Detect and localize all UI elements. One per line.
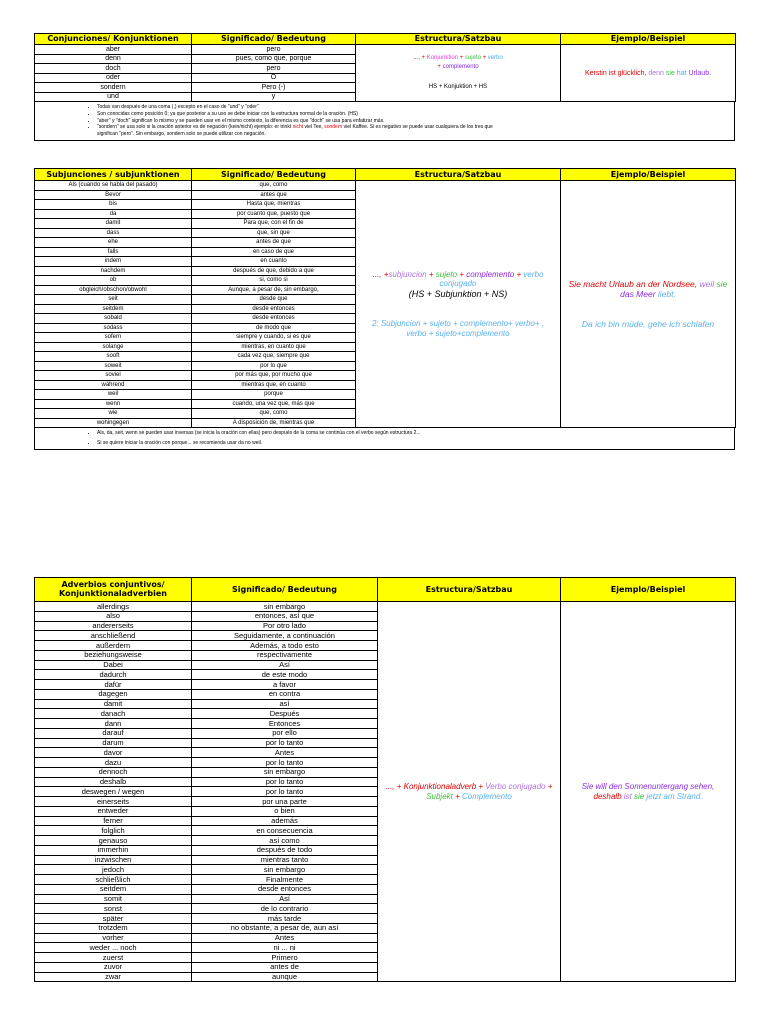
meaning-cell: antes de que bbox=[192, 238, 356, 248]
term-cell: seitdem bbox=[35, 304, 192, 314]
note-item: • Als, da, seit, wenn se pueden usar inversas (se inicia la oración con ellas) pero después de la coma se continúa con el verbo según estructura 2... bbox=[97, 430, 734, 437]
term-cell: aber bbox=[35, 45, 192, 55]
term-cell: darum bbox=[35, 738, 192, 748]
meaning-cell: desde que bbox=[192, 295, 356, 305]
term-cell: dass bbox=[35, 228, 192, 238]
meaning-cell: por lo tanto bbox=[192, 758, 378, 768]
meaning-cell: mientras tanto bbox=[192, 855, 378, 865]
term-cell: entweder bbox=[35, 806, 192, 816]
note-item: • "aber" y "doch" significan lo mismo y se pueden usar en el mismo contexto, la diferencia es que "doch" se usa para enfatizar más. bbox=[97, 118, 734, 125]
term-cell: dazu bbox=[35, 758, 192, 768]
term-cell: sodass bbox=[35, 323, 192, 333]
term-cell: dadurch bbox=[35, 670, 192, 680]
meaning-cell: cuando, una vez que, más que bbox=[192, 399, 356, 409]
term-cell: denn bbox=[35, 54, 192, 64]
meaning-cell: de modo que bbox=[192, 323, 356, 333]
term-cell: obgleich/obschon/obwohl bbox=[35, 285, 192, 295]
note-item: • "sondern" se usa solo si la oración anterior es de negación (kein/nicht) ejemplo: er trinkt nicht viel Tee, sondern viel Kaffee. Si es negativo se puede usar cualquiera de los tres que significan "pero". Sin embargo, sondern solo se puede utilizar con negación. bbox=[97, 124, 734, 138]
term-cell: sobald bbox=[35, 314, 192, 324]
term-cell: deswegen / wegen bbox=[35, 787, 192, 797]
term-cell: folglich bbox=[35, 826, 192, 836]
term-cell: solange bbox=[35, 342, 192, 352]
meaning-cell: aunque bbox=[192, 972, 378, 982]
header-ejemplo: Ejemplo/Beispiel bbox=[561, 578, 736, 602]
meaning-cell: Antes bbox=[192, 933, 378, 943]
term-cell: dennoch bbox=[35, 767, 192, 777]
meaning-cell: que, como bbox=[192, 409, 356, 419]
term-cell: zuvor bbox=[35, 962, 192, 972]
ejemplo-conjunciones: Kerstin ist glücklich, denn sie hat Urlaub. bbox=[584, 69, 712, 77]
term-cell: dafür bbox=[35, 680, 192, 690]
term-cell: andererseits bbox=[35, 621, 192, 631]
meaning-cell: A disposición de, mientras que bbox=[192, 418, 356, 428]
meaning-cell: mientras, en cuanto que bbox=[192, 342, 356, 352]
header-significado: Significado/ Bedeutung bbox=[192, 578, 378, 602]
meaning-cell: y bbox=[192, 92, 356, 102]
term-cell: zwar bbox=[35, 972, 192, 982]
meaning-cell: de lo contrario bbox=[192, 904, 378, 914]
header-significado: Significado/ Bedeutung bbox=[192, 169, 356, 181]
meaning-cell: Así bbox=[192, 660, 378, 670]
estructura-adverbios: ..., + Konjunktionaladverb + Verbo conjugado + Subjekt + Complemento bbox=[385, 781, 553, 801]
term-cell: damit bbox=[35, 219, 192, 229]
header-estructura: Estructura/Satzbau bbox=[356, 34, 561, 45]
meaning-cell: por ello bbox=[192, 728, 378, 738]
meaning-cell: en consecuencia bbox=[192, 826, 378, 836]
term-cell: außerdem bbox=[35, 641, 192, 651]
meaning-cell: Primero bbox=[192, 953, 378, 963]
term-cell: damit bbox=[35, 699, 192, 709]
meaning-cell: si, como si bbox=[192, 276, 356, 286]
term-cell: sonst bbox=[35, 904, 192, 914]
meaning-cell: sin embargo bbox=[192, 865, 378, 875]
term-cell: wenn bbox=[35, 399, 192, 409]
table-row bbox=[35, 45, 736, 55]
term-cell: deshalb bbox=[35, 777, 192, 787]
term-cell: dann bbox=[35, 719, 192, 729]
term-cell: inzwischen bbox=[35, 855, 192, 865]
meaning-cell: Entonces bbox=[192, 719, 378, 729]
conjunciones-table bbox=[34, 33, 736, 102]
term-cell: sondern bbox=[35, 83, 192, 93]
adverbios-section bbox=[34, 577, 735, 982]
meaning-cell: Después bbox=[192, 709, 378, 719]
meaning-cell: cada vez que, siempre que bbox=[192, 352, 356, 362]
term-cell: während bbox=[35, 380, 192, 390]
term-cell: soweit bbox=[35, 361, 192, 371]
meaning-cell: Finalmente bbox=[192, 875, 378, 885]
meaning-cell: por cuanto que, puesto que bbox=[192, 209, 356, 219]
meaning-cell: desde entonces bbox=[192, 304, 356, 314]
term-cell: sofern bbox=[35, 333, 192, 343]
meaning-cell: Hasta que, mientras bbox=[192, 200, 356, 210]
meaning-cell: por lo que bbox=[192, 361, 356, 371]
meaning-cell: porque bbox=[192, 390, 356, 400]
subjunciones-section bbox=[34, 168, 735, 450]
term-cell: danach bbox=[35, 709, 192, 719]
term-cell: später bbox=[35, 914, 192, 924]
meaning-cell: desde entonces bbox=[192, 314, 356, 324]
header-ejemplo: Ejemplo/Beispiel bbox=[561, 169, 736, 181]
header-significado: Significado/ Bedeutung bbox=[192, 34, 356, 45]
ejemplo-cell bbox=[561, 45, 736, 102]
term-cell: und bbox=[35, 92, 192, 102]
subjunciones-rows bbox=[35, 181, 736, 428]
meaning-cell: ni ... ni bbox=[192, 943, 378, 953]
estructura-cell bbox=[356, 181, 561, 428]
estructura-conjunciones: ..., + Konjunktion + sujeto + verbo + complemento HS + Konjuktion + HS bbox=[413, 54, 503, 90]
term-cell: wohingegen bbox=[35, 418, 192, 428]
meaning-cell: Así bbox=[192, 894, 378, 904]
meaning-cell: pues, como que, porque bbox=[192, 54, 356, 64]
table-row bbox=[35, 181, 736, 191]
meaning-cell: Por otro lado bbox=[192, 621, 378, 631]
note-item: • Todas van después de una coma (,) excepto en el caso de "und" y "oder" bbox=[97, 104, 734, 111]
meaning-cell: después de que, debido a que bbox=[192, 266, 356, 276]
term-cell: Als (cuando se habla del pasado) bbox=[35, 181, 192, 191]
header-ejemplo: Ejemplo/Beispiel bbox=[561, 34, 736, 45]
ejemplo-adverbios: Sie will den Sonnenuntergang sehen, deshalb ist sie jetzt am Strand. bbox=[581, 781, 715, 801]
header-conjunciones: Conjunciones/ Konjunktionen bbox=[35, 34, 192, 45]
term-cell: nachdem bbox=[35, 266, 192, 276]
meaning-cell: por lo tanto bbox=[192, 787, 378, 797]
term-cell: indem bbox=[35, 257, 192, 267]
header-estructura: Estructura/Satzbau bbox=[378, 578, 561, 602]
term-cell: immerhin bbox=[35, 845, 192, 855]
table-row bbox=[35, 602, 736, 612]
term-cell: trotzdem bbox=[35, 923, 192, 933]
term-cell: bis bbox=[35, 200, 192, 210]
estructura-cell bbox=[378, 602, 561, 982]
meaning-cell: de este modo bbox=[192, 670, 378, 680]
meaning-cell: por lo tanto bbox=[192, 738, 378, 748]
term-cell: da bbox=[35, 209, 192, 219]
meaning-cell: o bien bbox=[192, 806, 378, 816]
meaning-cell: no obstante, a pesar de, aun así bbox=[192, 923, 378, 933]
term-cell: beziehungsweise bbox=[35, 650, 192, 660]
conjunciones-notes bbox=[34, 102, 735, 141]
term-cell: ob bbox=[35, 276, 192, 286]
meaning-cell: mientras que, en cuanto bbox=[192, 380, 356, 390]
meaning-cell: siempre y cuando, si es que bbox=[192, 333, 356, 343]
adverbios-table bbox=[34, 577, 736, 982]
meaning-cell: pero bbox=[192, 64, 356, 74]
meaning-cell: desde entonces bbox=[192, 884, 378, 894]
header-estructura: Estructura/Satzbau bbox=[356, 169, 561, 181]
meaning-cell: que, sin que bbox=[192, 228, 356, 238]
term-cell: seitdem bbox=[35, 884, 192, 894]
term-cell: genauso bbox=[35, 836, 192, 846]
meaning-cell: por más que, por mucho que bbox=[192, 371, 356, 381]
term-cell: davor bbox=[35, 748, 192, 758]
meaning-cell: respectivamente bbox=[192, 650, 378, 660]
meaning-cell: Seguidamente, a continuación bbox=[192, 631, 378, 641]
meaning-cell: por una parte bbox=[192, 797, 378, 807]
meaning-cell: después de todo bbox=[192, 845, 378, 855]
term-cell: doch bbox=[35, 64, 192, 74]
conjunciones-rows bbox=[35, 45, 736, 102]
term-cell: einerseits bbox=[35, 797, 192, 807]
meaning-cell: además bbox=[192, 816, 378, 826]
term-cell: darauf bbox=[35, 728, 192, 738]
meaning-cell: en cuanto bbox=[192, 257, 356, 267]
note-item: • Son conocidas como posición 0; ya que posterior a su uso se debe iniciar con la estructura normal de la oración. (HS) bbox=[97, 111, 734, 118]
ejemplo-cell bbox=[561, 602, 736, 982]
meaning-cell: entonces, así que bbox=[192, 611, 378, 621]
meaning-cell: Antes bbox=[192, 748, 378, 758]
meaning-cell: antes de bbox=[192, 962, 378, 972]
meaning-cell: así como bbox=[192, 836, 378, 846]
meaning-cell: Además, a todo esto bbox=[192, 641, 378, 651]
term-cell: Dabei bbox=[35, 660, 192, 670]
term-cell: vorher bbox=[35, 933, 192, 943]
estructura-subjunciones: ..., +subjuncion + sujeto + complemento + verbo conjugado (HS + Subjunktion + NS) 2: Subjuncion + sujeto + complemento+ verbo+ , verbo + sujeto+complemento bbox=[371, 269, 545, 338]
meaning-cell: en contra bbox=[192, 689, 378, 699]
meaning-cell: en caso de que bbox=[192, 247, 356, 257]
term-cell: schließlich bbox=[35, 875, 192, 885]
meaning-cell: Para que, con el fin de bbox=[192, 219, 356, 229]
term-cell: oder bbox=[35, 73, 192, 83]
meaning-cell: Pero (-) bbox=[192, 83, 356, 93]
term-cell: ehe bbox=[35, 238, 192, 248]
meaning-cell: así bbox=[192, 699, 378, 709]
meaning-cell: a favor bbox=[192, 680, 378, 690]
term-cell: soviel bbox=[35, 371, 192, 381]
term-cell: also bbox=[35, 611, 192, 621]
meaning-cell: más tarde bbox=[192, 914, 378, 924]
term-cell: zuerst bbox=[35, 953, 192, 963]
term-cell: dagegen bbox=[35, 689, 192, 699]
meaning-cell: Aunque, a pesar de, sin embargo, bbox=[192, 285, 356, 295]
meaning-cell: O bbox=[192, 73, 356, 83]
meaning-cell: por lo tanto bbox=[192, 777, 378, 787]
estructura-cell bbox=[356, 45, 561, 102]
term-cell: somit bbox=[35, 894, 192, 904]
subjunciones-notes bbox=[34, 428, 735, 450]
meaning-cell: antes que bbox=[192, 190, 356, 200]
term-cell: ferner bbox=[35, 816, 192, 826]
adverbios-rows bbox=[35, 602, 736, 982]
header-adverbios: Adverbios conjuntivos/ Konjunktionaladverbien bbox=[35, 578, 192, 602]
note-item: • Si se quiere iniciar la oración con porque... se recomienda usar da no weil. bbox=[97, 440, 734, 447]
meaning-cell: sin embargo bbox=[192, 767, 378, 777]
header-subjunciones: Subjunciones / subjunktionen bbox=[35, 169, 192, 181]
term-cell: wie bbox=[35, 409, 192, 419]
term-cell: Bevor bbox=[35, 190, 192, 200]
subjunciones-table bbox=[34, 168, 736, 428]
term-cell: sooft bbox=[35, 352, 192, 362]
term-cell: seit bbox=[35, 295, 192, 305]
term-cell: anschließend bbox=[35, 631, 192, 641]
term-cell: allerdings bbox=[35, 602, 192, 612]
ejemplo-cell bbox=[561, 181, 736, 428]
meaning-cell: pero bbox=[192, 45, 356, 55]
meaning-cell: que, como bbox=[192, 181, 356, 191]
term-cell: falls bbox=[35, 247, 192, 257]
term-cell: weil bbox=[35, 390, 192, 400]
meaning-cell: sin embargo bbox=[192, 602, 378, 612]
term-cell: weder ... noch bbox=[35, 943, 192, 953]
conjunciones-section bbox=[34, 33, 735, 141]
ejemplo-subjunciones: Sie macht Urlaub an der Nordsee, weil sie das Meer liebt. Da ich bin müde, gehe ich schlafen bbox=[568, 278, 728, 330]
term-cell: jedoch bbox=[35, 865, 192, 875]
